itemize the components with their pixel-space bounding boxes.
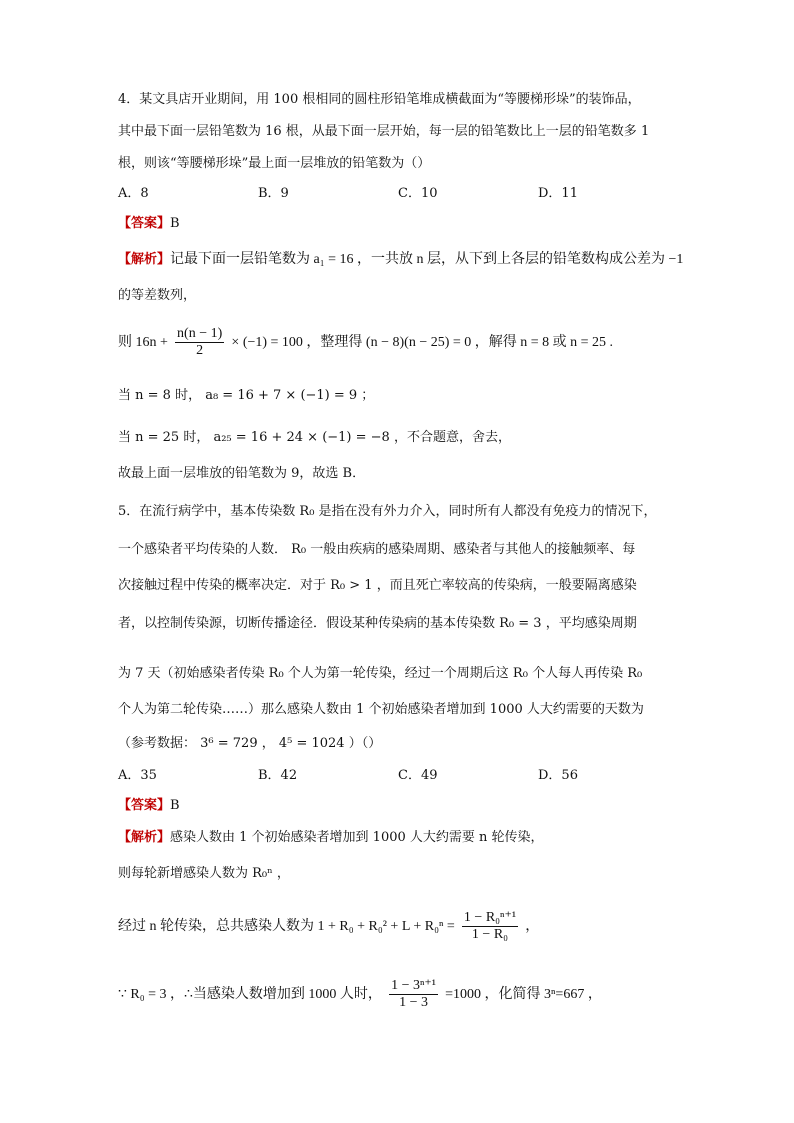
- q5-option-a: A．35: [118, 768, 157, 783]
- q5-option-b: B．42: [258, 768, 298, 783]
- q4-analysis-line-5: 当 n = 25 时， a₂₅ = 16 + 24 × (−1) = −8 ，不合题意，舍去，: [118, 430, 511, 445]
- q4-analysis-line-2: 的等差数列，: [118, 288, 197, 303]
- q4-stem-line-1: 4．某文具店开业期间，用 100 根相同的圆柱形铅笔堆成横截面为“等腰梯形垛”的装饰品，: [118, 92, 641, 107]
- q4-analysis-line-6: 故最上面一层堆放的铅笔数为 9，故选 B．: [118, 466, 366, 481]
- q5-option-d: D．56: [538, 768, 578, 783]
- q5-analysis-line-4: [118, 978, 602, 1011]
- q5-stem-line-1: 5．在流行病学中，基本传染数 R₀ 是指在没有外力介入，同时所有人都没有免疫力的情况下，: [118, 504, 657, 519]
- q4-analysis-tag: 【解析】: [118, 252, 171, 267]
- q5-fraction-2-denominator: 1 − 3: [399, 995, 428, 1010]
- q4-analysis-line-3: [118, 326, 613, 359]
- q5-stem-line-3: 次接触过程中传染的概率决定．对于 R₀ > 1 ，而且死亡率较高的传染病，一般要隔离感染: [118, 578, 637, 593]
- q4-answer-tag: 【答案】: [118, 216, 171, 231]
- q4-answer: B: [170, 216, 180, 231]
- q5-analysis-4-fraction: [389, 978, 438, 1011]
- q5-stem-line-6: 个人为第二轮传染……）那么感染人数由 1 个初始感染者增加到 1000 人大约需要的天数为: [118, 702, 644, 717]
- q5-fraction-numerator: 1 − R₀ⁿ⁺¹: [463, 910, 517, 925]
- q4-fraction-numerator: n(n − 1): [177, 326, 223, 341]
- q4-option-b: B．9: [258, 186, 289, 201]
- q4-analysis-line-4: 当 n = 8 时， a₈ = 16 + 7 × (−1) = 9 ；: [118, 388, 375, 403]
- q5-fraction-denominator: 1 − R₀: [471, 927, 509, 942]
- q5-answer-line: [118, 796, 180, 816]
- q5-stem-line-5: 为 7 天（初始感染者传染 R₀ 个人为第一轮传染，经过一个周期后这 R₀ 个人每人再传染 R₀: [118, 666, 643, 681]
- q4-analysis-line-1: [118, 250, 683, 270]
- q5-analysis-3-fraction: [462, 910, 518, 943]
- q5-fraction-2-numerator: 1 − 3ⁿ⁺¹: [391, 978, 436, 993]
- q5-analysis-line-2: 则每轮新增感染人数为 R₀ⁿ ，: [118, 866, 290, 881]
- q4-stem-line-2: 其中最下面一层铅笔数为 16 根，从最下面一层开始，每一层的铅笔数比上一层的铅笔数多 1: [118, 124, 650, 139]
- q5-analysis-4-post: =1000 ，化简得 3ⁿ=667 ，: [445, 987, 602, 1002]
- q5-answer-tag: 【答案】: [118, 798, 171, 813]
- q4-option-a: A．8: [118, 186, 149, 201]
- q5-stem-line-7: （参考数据： 3⁶ = 729 ， 4⁵ = 1024 ）（）: [118, 736, 382, 751]
- q5-analysis-line-3: [118, 910, 539, 943]
- q5-option-c: C．49: [398, 768, 438, 783]
- q4-option-d: D．11: [538, 186, 578, 201]
- q5-analysis-text-1: 感染人数由 1 个初始感染者增加到 1000 人大约需要 n 轮传染，: [170, 830, 544, 845]
- q5-analysis-3-pre: 经过 n 轮传染，总共感染人数为 1 + R₀ + R₀² + L + R₀ⁿ =: [118, 919, 455, 934]
- q4-analysis-3-pre: 则 16n +: [118, 335, 168, 350]
- q4-analysis-text-1: 记最下面一层铅笔数为 a₁ = 16 ，一共放 n 层，从下到上各层的铅笔数构成公差为 −1: [170, 252, 684, 267]
- q4-option-c: C．10: [398, 186, 438, 201]
- q5-analysis-3-post: ，: [525, 919, 540, 934]
- q5-analysis-line-1: [118, 828, 544, 848]
- q4-analysis-3-post: × (−1) = 100 ，整理得 (n − 8)(n − 25) = 0 ，解得 n = 8 或 n = 25 .: [231, 335, 614, 350]
- q5-stem-line-4: 者，以控制传染源，切断传播途径．假设某种传染病的基本传染数 R₀ = 3 ，平均感染周期: [118, 616, 637, 631]
- q5-stem-line-2: 一个感染者平均传染的人数． R₀ 一般由疾病的感染周期、感染者与其他人的接触频率、每: [118, 542, 636, 557]
- q4-stem-line-3: 根，则该“等腰梯形垛”最上面一层堆放的铅笔数为（）: [118, 156, 431, 171]
- q5-analysis-tag: 【解析】: [118, 830, 171, 845]
- q5-analysis-4-pre: ∵ R₀ = 3 ，∴当感染人数增加到 1000 人时，: [118, 987, 382, 1002]
- q5-answer: B: [170, 798, 180, 813]
- q4-answer-line: [118, 214, 180, 234]
- q4-analysis-3-fraction: [175, 326, 224, 359]
- q4-fraction-denominator: 2: [196, 343, 204, 358]
